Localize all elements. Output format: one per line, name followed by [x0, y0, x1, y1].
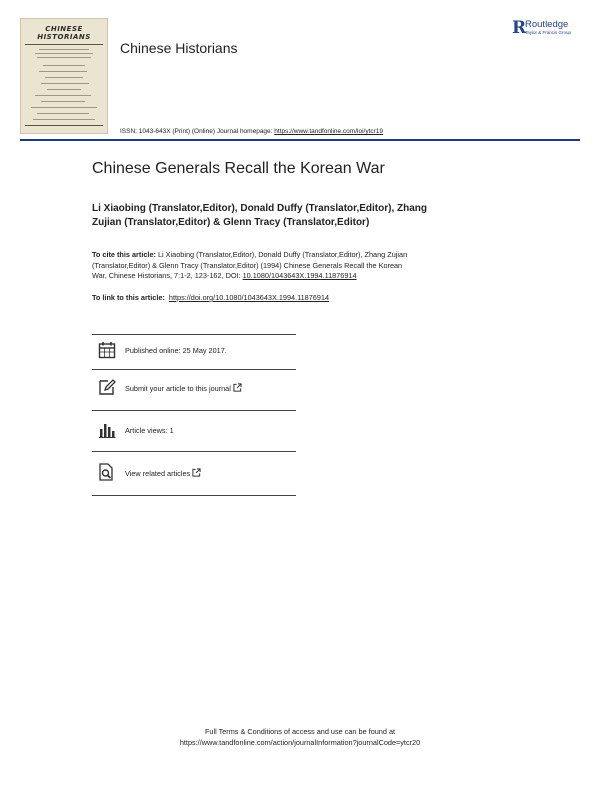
footer-journal-info-link[interactable]: https://www.tandfonline.com/action/journalInformation?journalCode=ytcr20	[179, 738, 421, 747]
search-document-icon	[98, 463, 116, 481]
article-authors	[92, 202, 492, 229]
article-title: Chinese Generals Recall the Korean War	[92, 160, 385, 177]
submit-article-label: Submit your article to this journal	[125, 384, 231, 393]
submit-article-text	[125, 383, 242, 393]
cover-line	[39, 49, 89, 50]
citation-label: To cite this article:	[92, 250, 156, 259]
citation-text: Li Xiaobing (Translator,Editor), Donald Duffy (Translator,Editor), Zhang Zujian	[157, 250, 408, 259]
calendar-icon	[98, 341, 116, 359]
panel-divider	[92, 369, 296, 370]
citation-block	[92, 250, 512, 282]
panel-divider	[92, 410, 296, 411]
related-articles-label: View related articles	[125, 469, 191, 478]
cover-line	[43, 65, 85, 66]
cover-line	[47, 89, 81, 90]
publisher-logo[interactable]	[512, 18, 592, 40]
panel-divider	[92, 334, 296, 335]
authors-line: Zujian (Translator,Editor) & Glenn Tracy (Translator,Editor)	[92, 216, 370, 228]
header-divider	[20, 139, 580, 141]
journal-homepage-link[interactable]: https://www.tandfonline.com/loi/ytcr19	[274, 128, 384, 135]
published-online-text: Published online: 25 May 2017.	[125, 346, 227, 355]
article-doi-url[interactable]: https://doi.org/10.1080/1043643X.1994.11876914	[168, 293, 330, 302]
edit-icon	[98, 378, 116, 396]
publisher-name: Routledge	[525, 19, 569, 30]
cover-title-line2: HISTORIANS	[37, 33, 91, 41]
doi-link[interactable]: 10.1080/1043643X.1994.11876914	[242, 271, 357, 280]
journal-name: Chinese Historians	[120, 40, 238, 56]
published-online-row	[98, 341, 298, 361]
issn-text: ISSN: 1043-643X (Print) (Online) Journal homepage:	[120, 128, 273, 135]
cover-line	[37, 57, 91, 58]
publisher-subtitle: Taylor & Francis Group	[525, 30, 572, 35]
citation-text: (Translator,Editor) & Glenn Tracy (Translator,Editor) (1994) Chinese Generals Recall the Korean	[92, 260, 403, 270]
terms-footer	[0, 726, 600, 748]
panel-divider	[92, 495, 296, 496]
citation-text: War, Chinese Historians, 7:1-2, 123-162, DOI:	[92, 271, 241, 280]
cover-rule	[25, 44, 103, 45]
cover-title-line1: CHINESE	[45, 25, 83, 33]
external-link-icon	[233, 383, 242, 392]
cover-line	[45, 77, 83, 78]
cover-line	[37, 113, 89, 114]
cover-rule	[25, 125, 103, 126]
cover-line	[39, 71, 87, 72]
submit-article-row[interactable]	[98, 378, 298, 398]
issn-line	[120, 128, 383, 135]
cover-line	[41, 101, 85, 102]
article-views-text: Article views: 1	[125, 426, 174, 435]
journal-cover	[20, 18, 108, 134]
cover-line	[33, 119, 95, 120]
external-link-icon	[192, 468, 201, 477]
article-link-line	[92, 293, 329, 302]
bar-chart-icon	[98, 421, 116, 439]
panel-divider	[92, 451, 296, 452]
authors-line: Li Xiaobing (Translator,Editor), Donald Duffy (Translator,Editor), Zhang	[92, 203, 428, 214]
link-label: To link to this article:	[92, 293, 165, 302]
routledge-r-icon: R	[512, 18, 527, 38]
related-articles-row[interactable]	[98, 463, 298, 483]
article-views-row	[98, 421, 298, 441]
cover-line	[35, 95, 91, 96]
cover-line	[35, 53, 93, 54]
footer-line: Full Terms & Conditions of access and use can be found at	[204, 727, 396, 736]
cover-line	[31, 107, 97, 108]
cover-line	[41, 83, 89, 84]
related-articles-text	[125, 468, 201, 478]
